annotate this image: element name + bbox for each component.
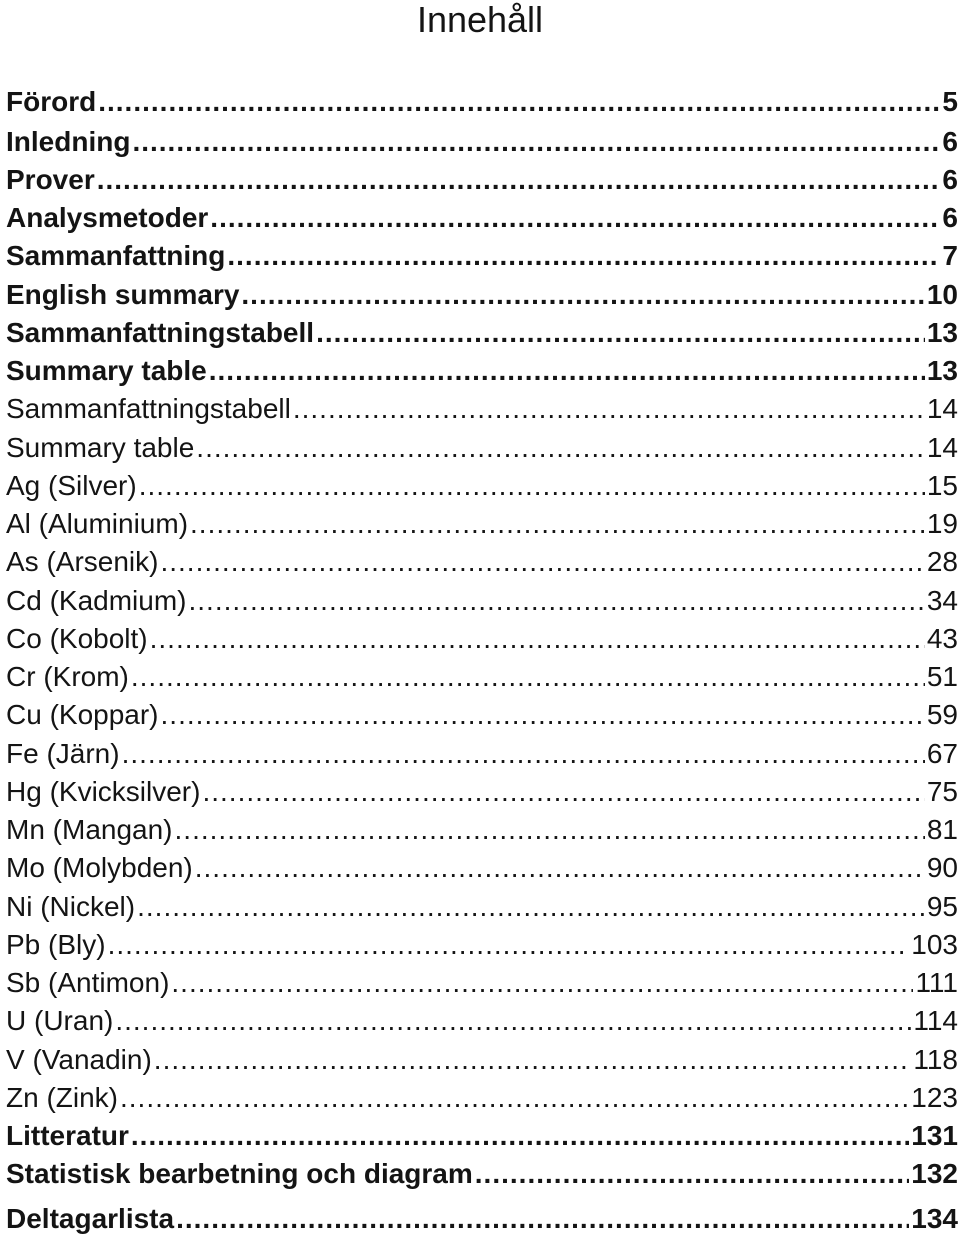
toc-entry bbox=[6, 1201, 958, 1237]
toc-dot-leader bbox=[210, 200, 940, 236]
toc-dot-leader bbox=[188, 583, 924, 619]
toc-entry-label: Ni (Nickel) bbox=[6, 891, 136, 922]
toc-entry-page: 81 bbox=[926, 814, 958, 845]
toc-entry-page: 28 bbox=[926, 546, 958, 577]
toc-entry-label: Hg (Kvicksilver) bbox=[6, 776, 201, 807]
toc-entry-label: Analysmetoder bbox=[6, 202, 209, 233]
toc-dot-leader bbox=[227, 238, 940, 274]
toc-entry-label: Pb (Bly) bbox=[6, 929, 106, 960]
toc-dot-leader bbox=[196, 430, 925, 466]
toc-dot-leader bbox=[171, 965, 913, 1001]
toc-entry-page: 103 bbox=[911, 929, 958, 960]
toc-entry bbox=[6, 812, 958, 848]
toc-dot-leader bbox=[150, 621, 925, 657]
toc-entry-label: Förord bbox=[6, 86, 97, 117]
toc-entry-page: 10 bbox=[926, 279, 958, 310]
toc-entry-label: Fe (Järn) bbox=[6, 738, 120, 769]
toc-dot-leader bbox=[161, 697, 925, 733]
toc-entry bbox=[6, 697, 958, 733]
toc-dot-leader bbox=[316, 315, 925, 351]
toc-entry-page: 132 bbox=[911, 1158, 958, 1189]
toc-entry-label: Ag (Silver) bbox=[6, 470, 137, 501]
toc-entry bbox=[6, 506, 958, 542]
toc-entry bbox=[6, 659, 958, 695]
toc-entry-label: Mo (Molybden) bbox=[6, 852, 193, 883]
toc-dot-leader bbox=[122, 736, 925, 772]
toc-entry-label: Sammanfattningstabell bbox=[6, 393, 291, 424]
toc-entry bbox=[6, 84, 958, 120]
toc-entry bbox=[6, 1118, 958, 1154]
toc-entry-label: Sammanfattningstabell bbox=[6, 317, 315, 348]
toc-entry-page: 131 bbox=[911, 1120, 958, 1151]
toc-entry-page: 67 bbox=[926, 738, 958, 769]
toc-entry-label: Summary table bbox=[6, 432, 195, 463]
toc-dot-leader bbox=[131, 1118, 909, 1154]
toc-entry-page: 51 bbox=[926, 661, 958, 692]
toc-dot-leader bbox=[131, 659, 925, 695]
toc-entry bbox=[6, 1003, 958, 1039]
toc-entry-label: U (Uran) bbox=[6, 1005, 114, 1036]
toc-dot-leader bbox=[293, 391, 925, 427]
toc-entry-page: 7 bbox=[942, 240, 958, 271]
toc-entry-label: Cu (Koppar) bbox=[6, 699, 159, 730]
toc-entry-page: 6 bbox=[942, 164, 958, 195]
toc-entry bbox=[6, 544, 958, 580]
toc-dot-leader bbox=[190, 506, 925, 542]
toc-dot-leader bbox=[154, 1042, 912, 1078]
toc-entry-page: 13 bbox=[926, 355, 958, 386]
toc-entry-label: Litteratur bbox=[6, 1120, 129, 1151]
toc-dot-leader bbox=[120, 1080, 909, 1116]
toc-entry bbox=[6, 124, 958, 160]
toc-entry-label: Cr (Krom) bbox=[6, 661, 129, 692]
toc-entry-label: Inledning bbox=[6, 126, 131, 157]
toc-entry-label: Summary table bbox=[6, 355, 207, 386]
toc-dot-leader bbox=[137, 889, 925, 925]
toc-entry bbox=[6, 889, 958, 925]
toc-dot-leader bbox=[108, 927, 910, 963]
toc-entry-page: 6 bbox=[942, 202, 958, 233]
toc-entry-page: 6 bbox=[942, 126, 958, 157]
toc-dot-leader bbox=[132, 124, 940, 160]
toc-entry bbox=[6, 238, 958, 274]
toc-entry-page: 134 bbox=[911, 1203, 958, 1234]
toc-entry-label: Sb (Antimon) bbox=[6, 967, 170, 998]
toc-dot-leader bbox=[176, 1201, 909, 1237]
toc-entry-label: Statistisk bearbetning och diagram bbox=[6, 1158, 473, 1189]
toc-dot-leader bbox=[195, 850, 925, 886]
toc-entry-label: As (Arsenik) bbox=[6, 546, 159, 577]
page-title: Innehåll bbox=[416, 0, 544, 40]
toc-entry-page: 43 bbox=[926, 623, 958, 654]
toc-entry bbox=[6, 1080, 958, 1116]
toc-entry bbox=[6, 162, 958, 198]
toc-entry bbox=[6, 1156, 958, 1192]
toc-entry-page: 118 bbox=[913, 1044, 958, 1075]
toc-dot-leader bbox=[209, 353, 925, 389]
toc-entry-page: 95 bbox=[926, 891, 958, 922]
toc-entry bbox=[6, 850, 958, 886]
toc-entry bbox=[6, 1042, 958, 1078]
toc-dot-leader bbox=[115, 1003, 911, 1039]
toc-entry-page: 59 bbox=[926, 699, 958, 730]
toc-entry bbox=[6, 200, 958, 236]
toc-entry bbox=[6, 965, 958, 1001]
toc-entry-page: 5 bbox=[942, 86, 958, 117]
toc-entry bbox=[6, 927, 958, 963]
toc-dot-leader bbox=[160, 544, 924, 580]
toc-entry-page: 14 bbox=[926, 393, 958, 424]
toc-entry-label: Deltagarlista bbox=[6, 1203, 175, 1234]
toc-entry-label: V (Vanadin) bbox=[6, 1044, 152, 1075]
toc-entry bbox=[6, 315, 958, 351]
toc-entry-page: 19 bbox=[926, 508, 958, 539]
toc-entry-label: Mn (Mangan) bbox=[6, 814, 173, 845]
toc-entry-page: 123 bbox=[911, 1082, 958, 1113]
toc-dot-leader bbox=[475, 1156, 910, 1192]
toc-dot-leader bbox=[175, 812, 925, 848]
toc-entry-page: 114 bbox=[913, 1005, 958, 1036]
toc-entry bbox=[6, 774, 958, 810]
toc-entry bbox=[6, 353, 958, 389]
toc-entry-label: Co (Kobolt) bbox=[6, 623, 148, 654]
toc-entry-page: 75 bbox=[926, 776, 958, 807]
toc-dot-leader bbox=[241, 277, 924, 313]
toc-entry-page: 15 bbox=[926, 470, 958, 501]
toc-entry-page: 13 bbox=[926, 317, 958, 348]
toc-entry-label: Zn (Zink) bbox=[6, 1082, 118, 1113]
table-of-contents bbox=[6, 0, 958, 1240]
toc-dot-leader bbox=[139, 468, 925, 504]
toc-entry bbox=[6, 736, 958, 772]
toc-dot-leader bbox=[202, 774, 924, 810]
toc-dot-leader bbox=[97, 162, 941, 198]
toc-entry-page: 14 bbox=[926, 432, 958, 463]
toc-dot-leader bbox=[98, 84, 940, 120]
toc-entry bbox=[6, 583, 958, 619]
toc-entry bbox=[6, 391, 958, 427]
toc-entry bbox=[6, 430, 958, 466]
toc-entry-label: Prover bbox=[6, 164, 95, 195]
toc-entry-label: Cd (Kadmium) bbox=[6, 585, 187, 616]
toc-entry bbox=[6, 277, 958, 313]
toc-entry-page: 34 bbox=[926, 585, 958, 616]
toc-entry-label: Sammanfattning bbox=[6, 240, 226, 271]
toc-entry-page: 90 bbox=[926, 852, 958, 883]
toc-entry-label: Al (Aluminium) bbox=[6, 508, 189, 539]
toc-entry bbox=[6, 621, 958, 657]
toc-entry-page: 111 bbox=[915, 967, 958, 998]
toc-entry-label: English summary bbox=[6, 279, 240, 310]
toc-entry bbox=[6, 468, 958, 504]
